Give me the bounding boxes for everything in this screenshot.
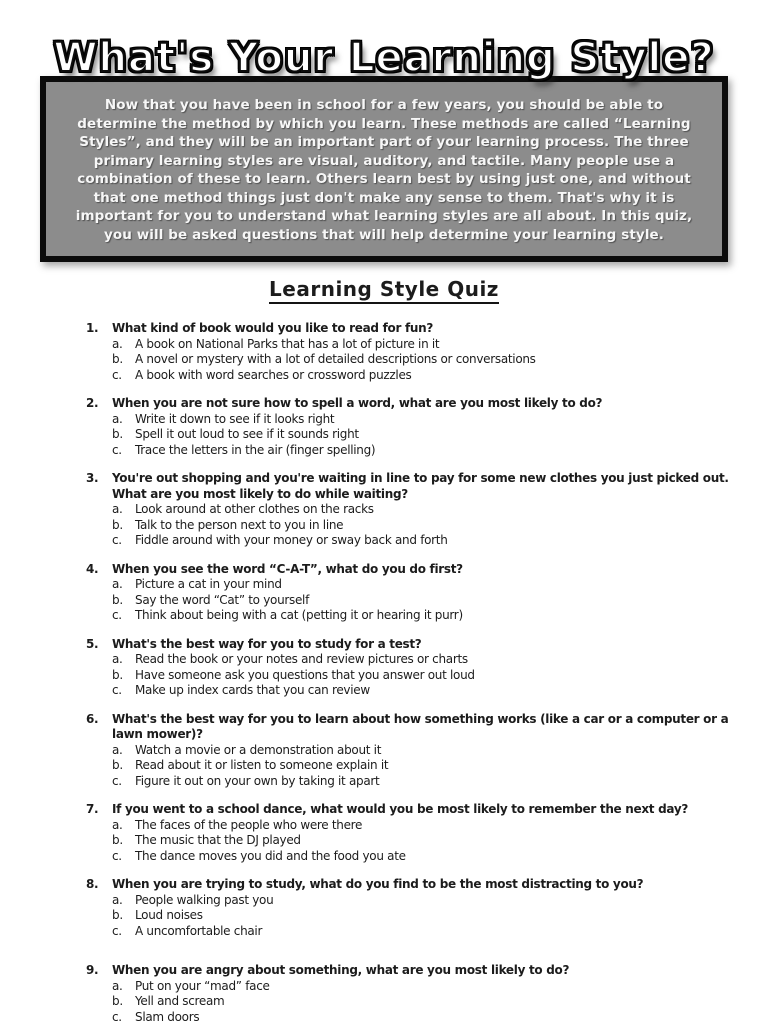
option-letter: b. xyxy=(112,592,123,607)
option-text: Read the book or your notes and review pictures or charts xyxy=(135,652,468,666)
option-row xyxy=(112,502,742,518)
option-row xyxy=(112,849,742,865)
question-text: When you are not sure how to spell a word, what are you most likely to do? xyxy=(112,396,603,410)
option-text: Watch a movie or a demonstration about it xyxy=(135,742,382,757)
option-letter: b. xyxy=(112,667,123,682)
question-item xyxy=(86,877,742,939)
option-letter: a. xyxy=(112,652,123,666)
question-body xyxy=(112,802,742,864)
option-letter: b. xyxy=(112,833,123,847)
option-letter: b. xyxy=(112,908,123,922)
option-text: Figure it out on your own by taking it apart xyxy=(135,773,380,788)
option-row xyxy=(112,758,742,774)
option-letter: b. xyxy=(112,758,123,772)
option-row xyxy=(112,368,742,384)
question-item xyxy=(86,637,742,699)
question-number: 4. xyxy=(86,561,99,576)
option-text: Spell it out loud to see if it sounds right xyxy=(135,427,359,441)
quiz-heading: Learning Style Quiz xyxy=(269,277,499,304)
option-letter: c. xyxy=(112,367,122,382)
quiz-heading-wrap xyxy=(0,277,768,304)
question-item xyxy=(86,471,742,549)
question-text: What kind of book would you like to read for fun? xyxy=(112,321,434,335)
option-text: Put on your “mad” face xyxy=(135,978,270,993)
question-body xyxy=(112,562,742,624)
option-letter: b. xyxy=(112,517,123,532)
option-text: Make up index cards that you can review xyxy=(135,683,370,697)
option-text: Slam doors xyxy=(135,1009,200,1024)
option-row xyxy=(112,337,742,353)
option-row xyxy=(112,979,742,995)
option-row xyxy=(112,668,742,684)
option-letter: a. xyxy=(112,817,123,832)
question-text: You're out shopping and you're waiting in line to pay for some new clothes you just picked out. What are you most likely to do while waiting? xyxy=(112,471,729,501)
option-letter: a. xyxy=(112,978,123,993)
option-letter: c. xyxy=(112,848,122,863)
option-row xyxy=(112,443,742,459)
intro-box xyxy=(40,76,728,262)
option-row xyxy=(112,743,742,759)
option-letter: b. xyxy=(112,994,123,1008)
question-number: 7. xyxy=(86,802,99,816)
option-row xyxy=(112,833,742,849)
option-letter: c. xyxy=(112,1009,122,1024)
question-item xyxy=(86,802,742,864)
option-text: Loud noises xyxy=(135,908,203,922)
option-row xyxy=(112,533,742,549)
option-row xyxy=(112,412,742,428)
option-text: The music that the DJ played xyxy=(135,833,301,847)
option-letter: c. xyxy=(112,533,122,547)
question-body xyxy=(112,396,742,458)
option-text: Read about it or listen to someone explain it xyxy=(135,758,389,772)
option-letter: a. xyxy=(112,411,123,426)
option-row xyxy=(112,924,742,940)
option-row xyxy=(112,427,742,443)
question-item xyxy=(86,562,742,624)
option-text: Think about being with a cat (petting it or hearing it purr) xyxy=(135,608,463,622)
option-text: Trace the letters in the air (finger spelling) xyxy=(135,442,376,457)
question-body xyxy=(112,963,742,1024)
option-letter: a. xyxy=(112,502,123,516)
option-text: A novel or mystery with a lot of detailed descriptions or conversations xyxy=(135,352,536,366)
option-letter: c. xyxy=(112,683,122,697)
option-text: A book with word searches or crossword puzzles xyxy=(135,367,412,382)
question-body xyxy=(112,321,742,383)
option-text: The dance moves you did and the food you ate xyxy=(135,848,406,863)
question-number: 2. xyxy=(86,396,99,410)
question-list xyxy=(86,321,742,1024)
option-letter: c. xyxy=(112,923,122,938)
option-text: Have someone ask you questions that you answer out loud xyxy=(135,667,475,682)
option-letter: a. xyxy=(112,577,123,591)
option-row xyxy=(112,893,742,909)
option-row xyxy=(112,652,742,668)
option-text: Look around at other clothes on the racks xyxy=(135,502,374,516)
option-text: A book on National Parks that has a lot of picture in it xyxy=(135,336,440,351)
question-number: 8. xyxy=(86,877,99,891)
question-text: When you are angry about something, what are you most likely to do? xyxy=(112,963,570,977)
option-row xyxy=(112,1010,742,1024)
page-title: What's Your Learning Style? xyxy=(53,35,715,81)
option-letter: a. xyxy=(112,336,123,351)
option-letter: b. xyxy=(112,352,123,366)
question-item xyxy=(86,712,742,790)
option-text: The faces of the people who were there xyxy=(135,817,363,832)
question-item xyxy=(86,321,742,383)
option-row xyxy=(112,608,742,624)
option-text: People walking past you xyxy=(135,892,274,907)
question-body xyxy=(112,471,742,549)
question-body xyxy=(112,712,742,790)
option-letter: c. xyxy=(112,773,122,788)
question-number: 9. xyxy=(86,963,99,977)
question-text: What's the best way for you to study for a test? xyxy=(112,636,422,651)
option-row xyxy=(112,774,742,790)
option-letter: a. xyxy=(112,742,123,757)
question-body xyxy=(112,877,742,939)
option-letter: b. xyxy=(112,427,123,441)
option-row xyxy=(112,818,742,834)
option-text: Say the word “Cat” to yourself xyxy=(135,592,310,607)
question-item xyxy=(86,396,742,458)
question-text: When you see the word “C-A-T”, what do you do first? xyxy=(112,561,463,576)
option-row xyxy=(112,683,742,699)
option-row xyxy=(112,994,742,1010)
question-text: What's the best way for you to learn about how something works (like a car or a computer or a lawn mower)? xyxy=(112,711,729,741)
question-number: 6. xyxy=(86,711,99,726)
option-text: Write it down to see if it looks right xyxy=(135,411,335,426)
option-text: Fiddle around with your money or sway back and forth xyxy=(135,533,448,547)
question-number: 1. xyxy=(86,321,99,335)
question-item xyxy=(86,963,742,1024)
option-text: A uncomfortable chair xyxy=(135,923,263,938)
question-number: 3. xyxy=(86,471,99,485)
question-text: When you are trying to study, what do you find to be the most distracting to you? xyxy=(112,877,644,891)
intro-text: Now that you have been in school for a few years, you should be able to determine the method by which you learn. These methods are called “Learning Styles”, and they will be an important part of your learning process. The three primary learning styles are visual, auditory, and tactile. Many people use a combination of these to learn. Others learn best by using just one, and without that one method things just don't make any sense to them. That's why it is important for you to understand what learning styles are all about. In this quiz, you will be asked questions that will help determine your learning style. xyxy=(75,97,693,243)
option-letter: a. xyxy=(112,892,123,907)
option-row xyxy=(112,518,742,534)
option-row xyxy=(112,593,742,609)
option-text: Picture a cat in your mind xyxy=(135,577,282,591)
option-text: Talk to the person next to you in line xyxy=(135,517,344,532)
option-text: Yell and scream xyxy=(135,994,225,1008)
question-body xyxy=(112,637,742,699)
option-row xyxy=(112,908,742,924)
question-number: 5. xyxy=(86,636,99,651)
option-letter: c. xyxy=(112,442,122,457)
option-row xyxy=(112,352,742,368)
question-text: If you went to a school dance, what would you be most likely to remember the next day? xyxy=(112,802,689,816)
option-letter: c. xyxy=(112,608,122,622)
option-row xyxy=(112,577,742,593)
